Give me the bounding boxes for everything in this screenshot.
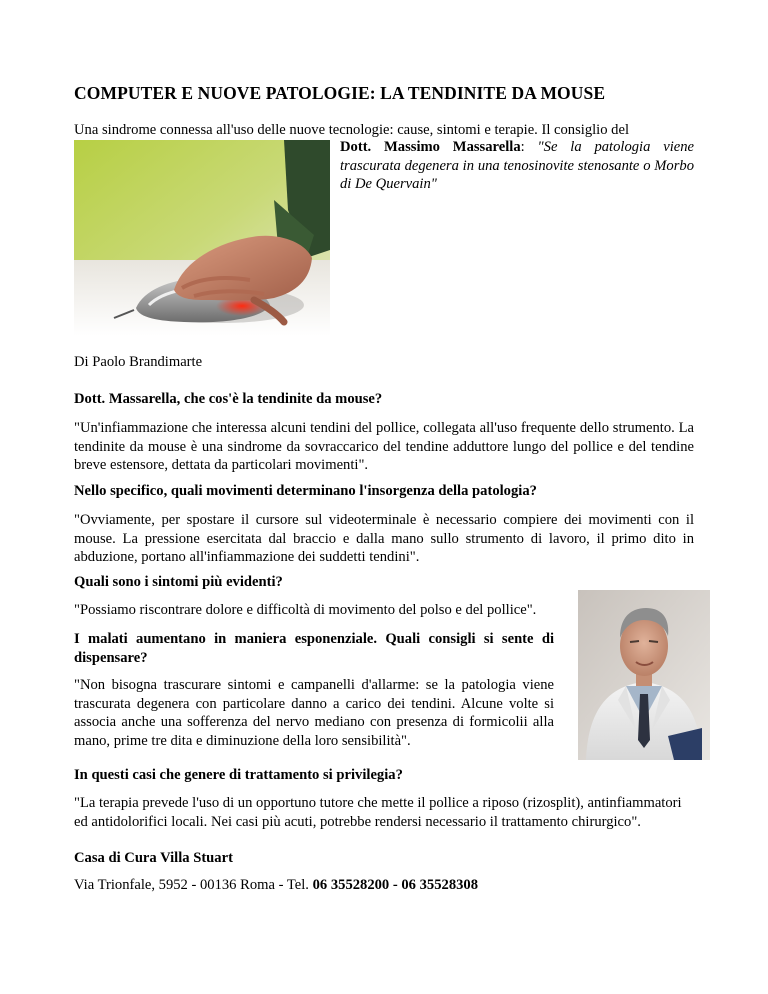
- question-5: In questi casi che genere di trattamento si privilegia?: [74, 767, 403, 783]
- clinic-phones: 06 35528200 - 06 35528308: [312, 877, 479, 893]
- answer-2: "Ovviamente, per spostare il cursore sul videoterminale è necessario compiere dei movimenti con il mouse. La pressione esercitata dal braccio e dalla mano sullo strumento di lavoro, il primo dito in abduzione, portano all'infiammazione dei suddetti tendini".: [74, 512, 694, 565]
- question-1: Dott. Massarella, che cos'è la tendinite da mouse?: [74, 391, 383, 407]
- doctor-portrait-photo: [578, 590, 710, 760]
- mouse-hand-photo: [74, 140, 330, 336]
- answer-3: "Possiamo riscontrare dolore e difficoltà di movimento del polso e del pollice".: [74, 602, 537, 618]
- question-2: Nello specifico, quali movimenti determinano l'insorgenza della patologia?: [74, 483, 537, 499]
- byline: Di Paolo Brandimarte: [74, 354, 203, 370]
- question-4: I malati aumentano in maniera esponenziale. Quali consigli si sente di dispensare?: [74, 631, 554, 666]
- intro-lead: Una sindrome connessa all'uso delle nuove tecnologie: cause, sintomi e terapie. Il consiglio del: [74, 122, 630, 138]
- clinic-address: Via Trionfale, 5952 - 00136 Roma - Tel.: [74, 877, 313, 893]
- doctor-name: Dott. Massimo Massarella: [340, 139, 521, 155]
- question-3: Quali sono i sintomi più evidenti?: [74, 574, 283, 590]
- article-title: COMPUTER E NUOVE PATOLOGIE: LA TENDINITE DA MOUSE: [74, 83, 606, 103]
- answer-1: "Un'infiammazione che interessa alcuni tendini del pollice, collegata all'uso frequente dello strumento. La tendinite da mouse è una sindrome da sovraccarico del tendine adduttore lungo del pollice e del tendine breve estensore, dettata da particolari movimenti".: [74, 420, 694, 473]
- answer-5: "La terapia prevede l'uso di un opportuno tutore che mette il pollice a riposo (rizosplit), antinfiammatori ed antidolorifici locali. Nei casi più acuti, potrebbe rendersi necessario il trattamento chirurgico".: [74, 795, 682, 830]
- intro-quote: "Se la patologia viene trascurata degenera in una tenosinovite stenosante o Morbo di De Quervain": [340, 139, 695, 192]
- answer-4: "Non bisogna trascurare sintomi e campanelli d'allarme: se la patologia viene trascurata degenera con particolare danno a carico dei tendini. Alcune volte si associa anche una sofferenza del nervo mediano con presenza di formicolii alla mano, prime tre dita e diminuzione della loro sensibilità".: [74, 677, 554, 749]
- intro-doctor-quote: [340, 138, 694, 194]
- intro-colon: :: [520, 139, 538, 155]
- clinic-name: Casa di Cura Villa Stuart: [74, 850, 233, 866]
- clinic-contact: [74, 876, 694, 895]
